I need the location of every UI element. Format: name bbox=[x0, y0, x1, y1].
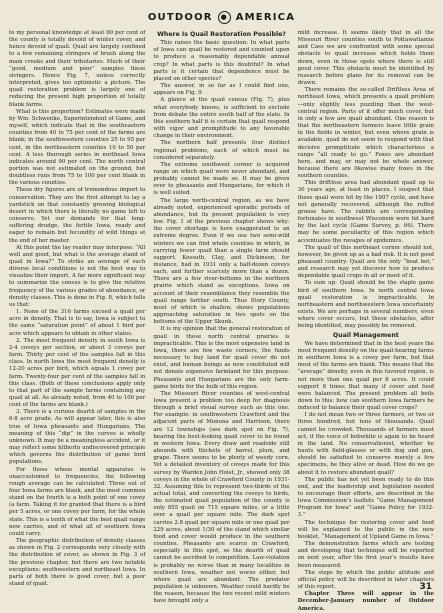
paragraph: to my personal knowledge at least 60 per cent of the county is totally devoid of winter cover, and hence devoid of quail. Quail are largely confined to a few remaining stringers of brush along the main creeks and their tributaries. Much of their “good, medium and poor” samples these stringers. Hence Fig. 7, unless correctly interpreted, gives too optimistic a picture. The quail restoration problem is largely one of reducing the present high proportion of totally blank farms. bbox=[9, 30, 146, 108]
paragraph: 2. The most frequent density in south Iowa is 2-4 coveys per section, or about 3 coveys per farm. Thirty per cent of the samples fall in this class. In north Iowa the most frequent density is 12-20 acres per bird, which equals 1 covey per farm. Twenty-four per cent of the samples fall in this class. (Both of these conclusions apply only to that part of the sample farms containing any quail at all. As already noted, from 40 to 100 per cent of the farms are blank.) bbox=[9, 337, 146, 409]
paragraph: The public has not yet been ready to do this end, and the leadership and legislation needed to encourage their efforts, are described in the Iowa Commission’s leaflets “Game Management Program for Iowa” and “Game Policy for 1932-3.” bbox=[297, 476, 434, 519]
page-number: 31 bbox=[419, 582, 432, 592]
paragraph: To sum up: Quail should be the staple game bird of southern Iowa. In north central Iowa quail restoration is impracticable. In northeastern and northwestern Iowa uncertainty exists. We are perhaps in several numbers, even where cover occurs, but these obstacles, after being identified, may possibly be removed. bbox=[297, 280, 434, 330]
paragraph: mild increase. It seems likely that in all the Missouri River counties south to Pottawattamie and Cass we are confronted with some special obstacle to quail increase which holds them down, even in those spots where there is still good cover. This obstacle must be identified by research before plans for its removal can be drawn. bbox=[297, 30, 434, 87]
paragraph: These dry figures are of tremendous import to conservation. They are the first attempt to lay a yardstick on that constantly growing biological desert in which there is literally no game left to conserve. Yet our demands for that long-suffering drudge, the fertile Iowa, ready and eager to remain but fecundity of wild things at the end of her master. bbox=[9, 187, 146, 244]
paragraph: It is my opinion that the general restoration of quail in these north central prairies is impracticable. This is the most expensive land in Iowa, there are few waste corners, the funds necessary to buy land for quail cover do not exist, and human beings as now constituted will not donate expensive farmland for this purpose. Pheasants and Hungarians are the only farm-game birds for the bulk of this region. bbox=[153, 326, 290, 390]
paragraph: The northern half presents four distinct regional problems, each of which must be considered separately. bbox=[153, 140, 290, 161]
paragraph: The geographic distribution of density classes as shown in Fig. 2 corresponds very closely with the distribution of cover, as shown in Fig. 3 of the previous chapter, but there are two notable exceptions: southwestern and northeast Iowa. In parts of both there is good cover, but a poor stand of quail. bbox=[9, 538, 146, 588]
globe-logo-icon: ● bbox=[218, 11, 231, 24]
paragraph: 1. None of the 316 farms exceed a quail per acre in density. That is to say, Iowa is subject to the same “saturation point” of about 1 bird per acre which appears to obtain in other states. bbox=[9, 309, 146, 337]
paragraph: This raises the basic question: In what parts of Iowa can quail be restored and counted upon to produce a reasonably dependable annual crop? In what parts is this doubtful? In what parts is it certain that dependence must be placed on other species? bbox=[153, 40, 290, 82]
paragraph: The large north-central region, as we have already noted, experienced sporadic periods of abundance, but its present population is very low. Fig. 1 of the previous chapter shows why: the cover shortage is here exaggerated to an extreme degree. Even if we use two semi-wild winters we can find whole counties in which, in carrying fewer quail than a single farm should support. Kossuth, Clay, and Dickinson, for instance, had in 1931 only a half-dozen coveys each, and further scarcely more than a dozen. There are a few river-bottoms in the northern prairie which stand as exceptions. Iowa on account of their resemblance they resemble the quail range farther south. Thus Story County, most of which is shallow, shows populations approaching saturation in two spots on the bottoms of the Upper Skunk. bbox=[153, 197, 290, 326]
paragraph: What is this proportion? Estimates were made by Wm. Schwenke, Superintendent of Game, and myself, which indicate that in the southeastern counties from 40 to 75 per cent of the farms are blank; in the southwestern counties 25 to 95 per cent, in the northeastern counties 10 to 50 per cent. A less thorough series in northeast Iowa indicates around 90 per cent. The north central portion was not estimated on the ground, but doubtless runs from 75 to 100 per cent blank in the various counties. bbox=[9, 108, 146, 187]
paragraph: 3. There is a curious dearth of samples in the 6-8 acre grade. As will appear later, this is also true of Iowa pheasants and Hungarians. The meaning of this “dip” in the curves is wholly unknown. It may be a meaningless accident, or it may reflect some hitherto undiscovered principle which governs the distribution of game bird populations. bbox=[9, 409, 146, 466]
paragraph: The Missouri River counties of west-central Iowa present a problem too deep for diagnosis through a brief visual survey such as this one. For example: in southwestern Crawford and the adjacent parts of Monona and Harrison, there are 12 townships (see dark spot on Fig. 7), bearing the best-looking quail cover to be found in western Iowa. Every draw and roadside still abounds with thickets of barrel, plum, and grape. There seems to be plenty of weedy corn. Yet a detailed inventory of coveys made for this survey by Warden John Holst, Jr., showed only 38 coveys in the whole of Crawford County in 1931-32. Assuming this to represent two-thirds of the actual total, and converting the coveys to birds, the estimated quail population of the county is only 855 quail on 715 square miles, or a little over a quail per square mile. The dark spot carries 2.8 quail per square mile or one quail per 229 acres, about 1/30 of the stand which similar food and cover would produce in the southern counties. Pheasants are scarce in Crawford, especially in this spot, so the dearth of quail cannot be ascribed to competition. Law-violation is probably no worse than in many localities in southern Iowa, weather not worse either, but where quail are abundant. The predator population is unknown. Weather could hardly be the reason, because the two recent mild winters have brought only a bbox=[153, 390, 290, 605]
paragraph: The extreme southwest corner is acquired range on which quail were never abundant, and probably cannot be made so. It may be given over to pheasants and Hungarians, for which it is well suited. bbox=[153, 161, 290, 197]
right-column bbox=[298, 30, 434, 613]
paragraph: At this point the lay reader may interpose: “All well and good, but what is the average stand of quail in Iowa?” To strike an average of such diverse local conditions is not the best way to visualize their import. A far more significant way to summarize the census is to give the relative frequency of the various grades of abundance, or density classes. This is done in Fig. 8, which tells us that: bbox=[9, 244, 146, 308]
masthead-right: AMERICA bbox=[235, 11, 296, 23]
masthead-left: OUTDOOR bbox=[147, 11, 213, 23]
paragraph: The quail of this northeast corner should not, however, be given up as a bad risk. It is not good pheasant country. Quail are the only “boat bet,” and research may yet discover how to produce dependable quail crops in all or most of it. bbox=[297, 244, 434, 280]
masthead bbox=[9, 8, 434, 26]
paragraph: The demonstration farms which are testing and developing that technique will be reported on next year, after the first year’s results have been measured. bbox=[297, 541, 434, 569]
paragraph: This driftless area had abundant quail up to 30 years ago, at least in places. I suspect that these quail were hit by the 1907 cycle, and have not generally recovered, although the ruffed grouse have. The rabbits are corresponding fortunates in southwest Wisconsin were hit hard by the last cycle (Game Survey, p. 66). There may be some peculiarity of this region which accentuates the ravages of epidemics. bbox=[297, 180, 434, 244]
section-heading: Quail Management bbox=[332, 331, 399, 339]
left-column bbox=[9, 30, 145, 613]
paragraph: The technique for restoring cover and food will be explained to the public in the new booklet, “Management of Upland Game in Iowa.” bbox=[297, 519, 434, 540]
closing-note: Chapter Three will appear in the December-January number of Outdoor America. bbox=[297, 591, 434, 612]
paragraph: There remains the so-called Driftless Area of northeast Iowa, which presents a quail problem—only slightly less puzzling than the west-central region. Parts of it offer much cover, but in only a few are quail abundant. One reason is that the northeastern farmers leave little grain in the fields in winter, but even where grain is available, quail do not seem to respond with that decisive promptitude which characterizes a range “all ready to go.” Foxes are abundant here, and may, or may not be whole answer, because there are likewise many foxes in the southern counties. bbox=[297, 87, 434, 180]
paragraph: For those whose mental apparatus is unaccustomed to frequencies, the following rough average can be calculated: Three out of four Iowa farms are blank, and the most common stand on the fourth is a both point of one covey (a farm. Taking it for granted that there is a bird per 5 acres, or one covey per farm, for the whole state. This is a tenth of what the best quail range now carries, and of what all of southern Iowa could carry. bbox=[9, 466, 146, 537]
middle-column bbox=[153, 30, 289, 613]
paragraph: A glance at the quail census (Fig. 7), plus what everybody knows, is sufficient to exclude from debate the entire south half of the state. In this southern half it is certain that quail respond with vigor and promptitude to any favorable change in their environment. bbox=[153, 97, 290, 140]
paragraph: We have determined that in the best years the most frequent density on the quail-bearing farms in southern Iowa is a covey per farm, but that most of the farms are blank. This means that the “average” density, even in this favored region, is not more than one quail per 8 acres. It could support 8 times that many if cover and food were balanced. The present problem all boils down to this: how can southern Iowa farmers be induced to balance their quail cover crops? bbox=[297, 340, 434, 412]
paragraph: The steps by which the public attitude and official policy will be described in later chapters of this report. bbox=[297, 569, 434, 591]
paragraph: I do not mean two or three farmers, or two or three hundred, but tens of thousands. Quail cannot be crowded. Thousands of farmers must act, if the voice of bobwhite is again to be heard in the land. No conservationist, whether he hunts with field-glasses or with dog and gun, should be satisfied to conserve merely a few specimens, be they alive or dead. How do we go about it to restore abundant quail? bbox=[297, 412, 434, 476]
section-heading: Where Is Quail Restoration Possible? bbox=[157, 31, 286, 38]
article-columns bbox=[9, 30, 434, 613]
paragraph: The answer, in so far as I could find one, appears on Fig. 9. bbox=[153, 83, 290, 97]
